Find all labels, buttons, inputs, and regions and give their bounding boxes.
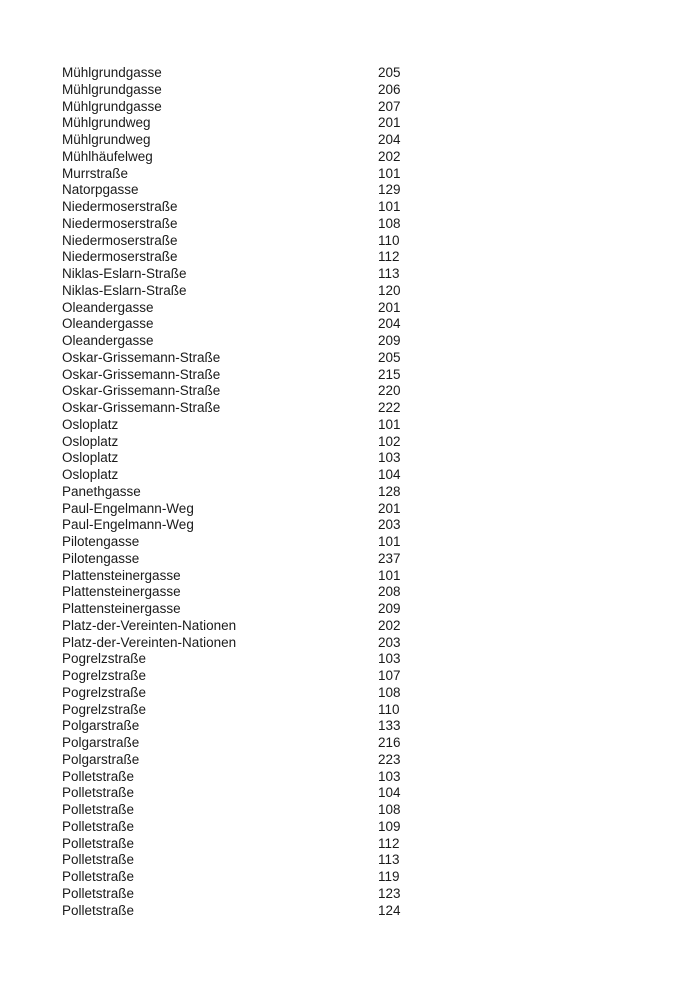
street-name: Oleandergasse xyxy=(62,316,154,332)
street-number: 201 xyxy=(378,115,401,131)
street-name: Polletstraße xyxy=(62,869,135,884)
street-name: Osloplatz xyxy=(62,433,119,449)
street-number: 107 xyxy=(378,668,401,683)
street-number: 104 xyxy=(378,785,401,801)
street-number: 205 xyxy=(378,349,401,365)
street-number: 119 xyxy=(378,869,400,884)
street-number: 109 xyxy=(378,818,401,834)
street-name: Natorpgasse xyxy=(62,182,139,198)
table-row xyxy=(0,249,700,266)
street-name: Osloplatz xyxy=(62,467,119,482)
street-number: 110 xyxy=(378,701,400,717)
table-row xyxy=(0,484,700,501)
street-name: Polletstraße xyxy=(62,768,135,784)
street-name: Oskar-Grissemann-Straße xyxy=(62,366,221,382)
street-name: Niedermoserstraße xyxy=(62,249,178,265)
table-row xyxy=(0,517,700,534)
street-number: 108 xyxy=(378,802,401,817)
street-name: Polletstraße xyxy=(62,835,135,851)
table-row xyxy=(0,718,700,735)
street-name: Pilotengasse xyxy=(62,534,140,549)
street-name: Niedermoserstraße xyxy=(62,215,178,231)
table-row xyxy=(0,601,700,618)
street-name: Polletstraße xyxy=(62,885,135,901)
table-row xyxy=(0,417,700,434)
street-name: Pogrelzstraße xyxy=(62,651,147,667)
table-row xyxy=(0,400,700,417)
street-name: Pogrelzstraße xyxy=(62,684,147,700)
street-name: Niedermoserstraße xyxy=(62,199,178,214)
table-row xyxy=(0,819,700,836)
street-name: Pilotengasse xyxy=(62,550,140,566)
street-number: 203 xyxy=(378,634,401,650)
street-name: Polletstraße xyxy=(62,802,135,817)
street-number: 103 xyxy=(378,450,401,466)
street-name: Mühlgrundweg xyxy=(62,132,151,147)
table-row xyxy=(0,785,700,802)
table-row xyxy=(0,115,700,132)
table-row xyxy=(0,635,700,652)
street-number: 206 xyxy=(378,81,401,97)
street-number: 101 xyxy=(378,567,401,583)
table-row xyxy=(0,199,700,216)
table-row xyxy=(0,82,700,99)
street-name: Niklas-Eslarn-Straße xyxy=(62,282,187,298)
street-number: 102 xyxy=(378,433,401,449)
street-name: Polletstraße xyxy=(62,852,135,868)
street-name: Pogrelzstraße xyxy=(62,668,147,683)
street-name: Polletstraße xyxy=(62,785,135,801)
table-row xyxy=(0,434,700,451)
street-number: 103 xyxy=(378,651,401,667)
street-number: 223 xyxy=(378,751,401,767)
table-row xyxy=(0,651,700,668)
table-row xyxy=(0,350,700,367)
street-name: Osloplatz xyxy=(62,416,119,432)
street-number: 103 xyxy=(378,768,401,784)
street-number: 124 xyxy=(378,902,401,918)
street-number: 101 xyxy=(378,199,401,214)
street-name: Murrstraße xyxy=(62,165,129,181)
street-number: 110 xyxy=(378,232,400,248)
street-number: 202 xyxy=(378,148,401,164)
street-number: 128 xyxy=(378,483,401,499)
street-name: Oleandergasse xyxy=(62,333,154,348)
street-name: Mühlgrundgasse xyxy=(62,98,162,114)
table-row xyxy=(0,903,700,920)
table-row xyxy=(0,216,700,233)
address-list xyxy=(0,65,700,919)
street-name: Polletstraße xyxy=(62,818,135,834)
street-name: Platz-der-Vereinten-Nationen xyxy=(62,634,237,650)
street-name: Oskar-Grissemann-Straße xyxy=(62,400,221,415)
table-row xyxy=(0,702,700,719)
street-name: Paul-Engelmann-Weg xyxy=(62,500,194,516)
street-number: 203 xyxy=(378,517,401,533)
street-name: Polgarstraße xyxy=(62,718,140,734)
street-number: 101 xyxy=(378,416,401,432)
street-number: 215 xyxy=(378,366,401,382)
table-row xyxy=(0,383,700,400)
table-row xyxy=(0,149,700,166)
table-row xyxy=(0,735,700,752)
street-name: Mühlgrundgasse xyxy=(62,65,162,80)
table-row xyxy=(0,266,700,283)
street-number: 237 xyxy=(378,550,401,566)
street-number: 201 xyxy=(378,500,401,516)
street-number: 104 xyxy=(378,467,401,482)
table-row xyxy=(0,752,700,769)
street-number: 108 xyxy=(378,684,401,700)
table-row xyxy=(0,668,700,685)
table-row xyxy=(0,333,700,350)
table-row xyxy=(0,886,700,903)
street-number: 108 xyxy=(378,215,401,231)
table-row xyxy=(0,769,700,786)
street-number: 133 xyxy=(378,718,401,734)
table-row xyxy=(0,450,700,467)
street-number: 209 xyxy=(378,333,401,348)
table-row xyxy=(0,836,700,853)
table-row xyxy=(0,534,700,551)
table-row xyxy=(0,501,700,518)
table-row xyxy=(0,852,700,869)
street-number: 112 xyxy=(378,835,400,851)
street-number: 101 xyxy=(378,165,401,181)
street-number: 204 xyxy=(378,132,401,147)
table-row xyxy=(0,283,700,300)
table-row xyxy=(0,467,700,484)
street-name: Oskar-Grissemann-Straße xyxy=(62,383,221,399)
table-row xyxy=(0,182,700,199)
street-number: 205 xyxy=(378,65,401,80)
street-name: Polletstraße xyxy=(62,902,135,918)
street-name: Mühlhäufelweg xyxy=(62,148,153,164)
street-name: Oleandergasse xyxy=(62,299,154,315)
street-number: 112 xyxy=(378,249,400,265)
street-name: Polgarstraße xyxy=(62,751,140,767)
street-name: Plattensteinergasse xyxy=(62,567,181,583)
table-row xyxy=(0,316,700,333)
table-row xyxy=(0,685,700,702)
street-number: 222 xyxy=(378,400,401,415)
street-number: 208 xyxy=(378,584,401,600)
street-name: Panethgasse xyxy=(62,483,141,499)
street-name: Plattensteinergasse xyxy=(62,584,181,600)
street-number: 202 xyxy=(378,617,401,633)
street-name: Paul-Engelmann-Weg xyxy=(62,517,194,533)
street-number: 204 xyxy=(378,316,401,332)
street-number: 101 xyxy=(378,534,401,549)
street-name: Mühlgrundweg xyxy=(62,115,151,131)
street-name: Plattensteinergasse xyxy=(62,601,181,616)
street-name: Platz-der-Vereinten-Nationen xyxy=(62,617,237,633)
street-number: 209 xyxy=(378,601,401,616)
table-row xyxy=(0,584,700,601)
street-number: 120 xyxy=(378,282,401,298)
street-number: 207 xyxy=(378,98,401,114)
table-row xyxy=(0,618,700,635)
table-row xyxy=(0,166,700,183)
table-row xyxy=(0,99,700,116)
street-name: Oskar-Grissemann-Straße xyxy=(62,349,221,365)
street-name: Niedermoserstraße xyxy=(62,232,178,248)
table-row xyxy=(0,132,700,149)
table-row xyxy=(0,568,700,585)
street-number: 129 xyxy=(378,182,401,198)
street-name: Mühlgrundgasse xyxy=(62,81,162,97)
street-number: 201 xyxy=(378,299,401,315)
street-name: Polgarstraße xyxy=(62,735,140,750)
street-name: Niklas-Eslarn-Straße xyxy=(62,266,187,281)
street-name: Osloplatz xyxy=(62,450,119,466)
street-number: 123 xyxy=(378,885,401,901)
street-number: 216 xyxy=(378,735,401,750)
table-row xyxy=(0,300,700,317)
table-row xyxy=(0,869,700,886)
street-name: Pogrelzstraße xyxy=(62,701,147,717)
table-row xyxy=(0,551,700,568)
table-row xyxy=(0,367,700,384)
street-number: 113 xyxy=(378,852,400,868)
table-row xyxy=(0,802,700,819)
table-row xyxy=(0,65,700,82)
table-row xyxy=(0,233,700,250)
street-number: 220 xyxy=(378,383,401,399)
street-number: 113 xyxy=(378,266,400,281)
